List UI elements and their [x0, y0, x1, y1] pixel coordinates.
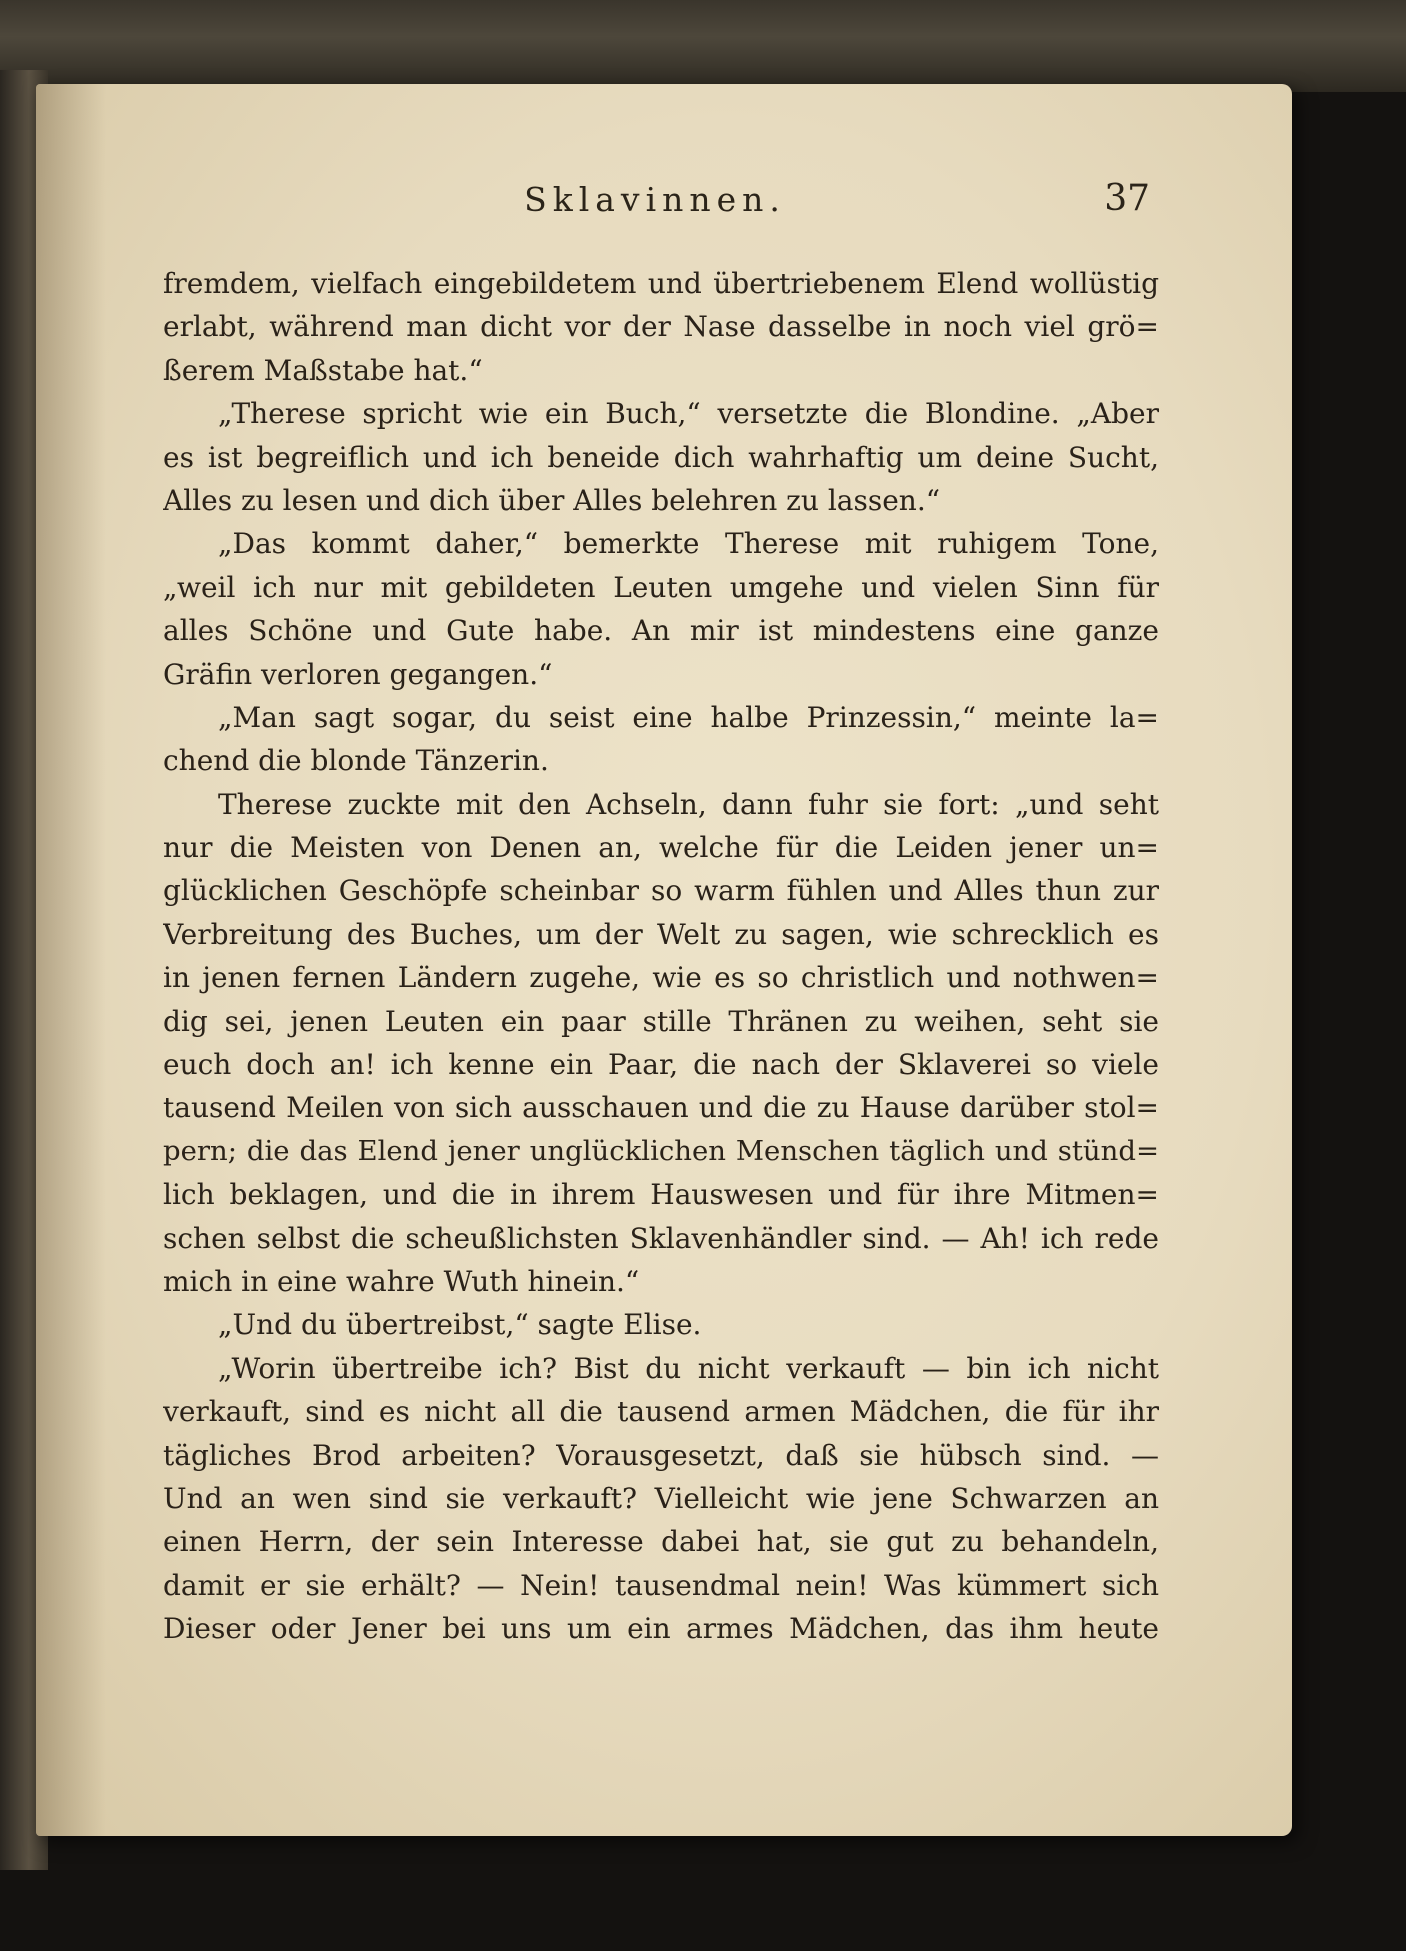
text-line: „Worin übertreibe ich? Bist du nicht verkauft — bin ich nicht	[218, 1351, 1159, 1385]
text-line: nur die Meisten von Denen an, welche für die Leiden jener un=	[163, 831, 1159, 865]
text-line: Verbreitung des Buches, um der Welt zu sagen, wie schrecklich es	[163, 917, 1159, 951]
text-line: chend die blonde Tänzerin.	[163, 744, 549, 778]
text-line: fremdem, vielfach eingebildetem und übertriebenem Elend wollüstig	[163, 267, 1159, 300]
text-line: schen selbst die scheußlichsten Sklavenhändler sind. — Ah! ich rede	[163, 1221, 1159, 1255]
text-line: tägliches Brod arbeiten? Vorausgesetzt, daß sie hübsch sind. —	[163, 1438, 1159, 1472]
text-line: mich in eine wahre Wuth hinein.“	[163, 1264, 640, 1298]
text-line: lich beklagen, und die in ihrem Hauswesen und für ihre Mitmen=	[163, 1178, 1159, 1212]
text-line: euch doch an! ich kenne ein Paar, die nach der Sklaverei so viele	[163, 1048, 1159, 1082]
text-line: „weil ich nur mit gebildeten Leuten umgehe und vielen Sinn für	[163, 570, 1159, 604]
text-line: Gräfin verloren gegangen.“	[163, 657, 553, 691]
text-line: dig sei, jenen Leuten ein paar stille Thränen zu weihen, seht sie	[163, 1004, 1159, 1038]
text-line: tausend Meilen von sich ausschauen und die zu Hause darüber stol=	[163, 1091, 1159, 1125]
text-line: „Man sagt sogar, du seist eine halbe Prinzessin,“ meinte la=	[218, 700, 1159, 734]
text-line: Und an wen sind sie verkauft? Vielleicht wie jene Schwarzen an	[163, 1481, 1159, 1515]
text-line: damit er sie erhält? — Nein! tausendmal nein! Was kümmert sich	[163, 1568, 1159, 1602]
text-line: in jenen fernen Ländern zugehe, wie es so christlich und nothwen=	[163, 961, 1159, 995]
running-title: Sklavinnen.	[524, 180, 786, 219]
book-cover-top	[0, 0, 1406, 92]
text-line: verkauft, sind es nicht all die tausend armen Mädchen, die für ihr	[163, 1395, 1159, 1429]
text-line: „Und du übertreibst,“ sagte Elise.	[218, 1308, 702, 1342]
text-line: Dieser oder Jener bei uns um ein armes Mädchen, das ihm heute	[163, 1612, 1159, 1646]
text-line: erlabt, während man dicht vor der Nase dasselbe in noch viel grö=	[163, 310, 1159, 344]
text-line: es ist begreiflich und ich beneide dich wahrhaftig um deine Sucht,	[163, 440, 1159, 474]
page-number: 37	[1104, 178, 1150, 219]
text-line: glücklichen Geschöpfe scheinbar so warm fühlen und Alles thun zur	[163, 874, 1159, 908]
text-line: Therese zuckte mit den Achseln, dann fuhr sie fort: „und seht	[218, 787, 1159, 821]
text-line: einen Herrn, der sein Interesse dabei hat, sie gut zu behandeln,	[163, 1525, 1159, 1559]
text-line: „Das kommt daher,“ bemerkte Therese mit ruhigem Tone,	[218, 527, 1159, 561]
text-line: alles Schöne und Gute habe. An mir ist mindestens eine ganze	[163, 614, 1159, 648]
text-line: pern; die das Elend jener unglücklichen Menschen täglich und stünd=	[163, 1134, 1159, 1167]
text-line: Alles zu lesen und dich über Alles belehren zu lassen.“	[163, 483, 941, 517]
page-header	[160, 180, 1150, 230]
gutter-shadow	[36, 84, 106, 1836]
text-line: ßerem Maßstabe hat.“	[163, 353, 483, 387]
body-text	[163, 262, 1159, 1651]
text-line: „Therese spricht wie ein Buch,“ versetzte die Blondine. „Aber	[218, 397, 1159, 431]
